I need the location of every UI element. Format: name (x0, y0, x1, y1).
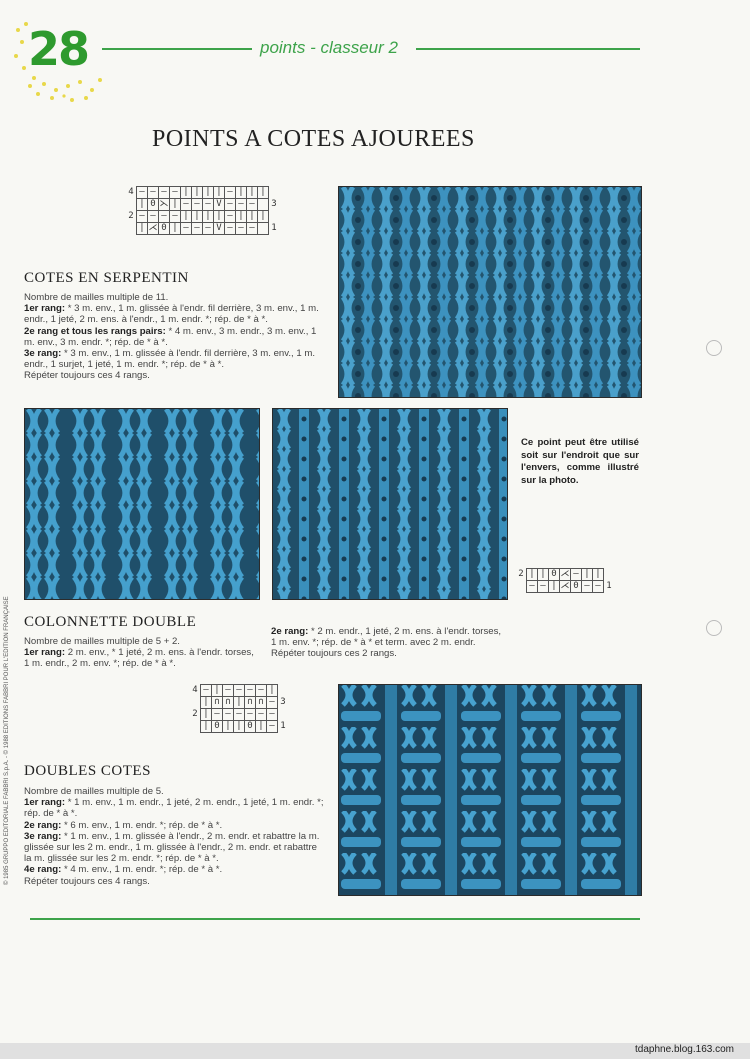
series-title: points - classeur 2 (260, 38, 398, 57)
chart-row-number (278, 685, 289, 697)
chart-cell: | (234, 697, 245, 709)
chart-cell: | (137, 199, 148, 211)
serpentin-title: COTES EN SERPENTIN (24, 270, 189, 286)
chart-cell: – (223, 685, 234, 697)
colonnette-chart-grid (516, 568, 614, 593)
serpentin-instructions (24, 292, 324, 382)
chart-cell: – (181, 199, 192, 211)
chart-row-number: 4 (192, 685, 198, 695)
chart-cell: | (247, 211, 258, 223)
chart-row-number: 3 (280, 697, 286, 707)
chart-cell: – (571, 569, 582, 581)
chart-cell: 0 (159, 223, 170, 235)
chart-cell: | (192, 211, 203, 223)
chart-cell: – (212, 709, 223, 721)
colonnette-row-1: 1er rang: 2 m. env., * 1 jeté, 2 m. ens. à l'endr. torses, 1 m. endr., 2 m. env. *; rép. de * à *. (24, 647, 254, 670)
chart-cell: – (538, 581, 549, 593)
stitch-chart-table (126, 186, 279, 235)
chart-cell: V (214, 199, 225, 211)
chart-row (190, 697, 288, 709)
chart-cell: | (247, 187, 258, 199)
chart-row (190, 709, 288, 721)
swatch-note: Ce point peut être utilisé soit sur l'endroit que sur l'envers, comme illustré sur la photo. (521, 437, 639, 486)
chart-row-number (269, 211, 280, 223)
chart-cell: ⋌ (560, 569, 570, 579)
colonnette-multiple: Nombre de mailles multiple de 5 + 2. (24, 636, 180, 647)
chart-row (516, 569, 614, 581)
colonnette-swatch-left-photo (24, 408, 260, 600)
chart-row (126, 223, 279, 235)
chart-cell: | (170, 199, 181, 211)
chart-cell: – (267, 709, 278, 721)
knit-texture-icon (273, 409, 507, 599)
chart-row (190, 721, 288, 733)
doubles-repeat: Répéter toujours ces 4 rangs. (24, 875, 150, 887)
chart-cell: – (225, 199, 236, 211)
doubles-chart-grid (190, 684, 288, 733)
colonnette-chart (516, 568, 614, 593)
stitch-chart-table (516, 568, 614, 593)
chart-cell: – (181, 223, 192, 235)
chart-cell: ∩ (256, 697, 267, 709)
chart-row-number (516, 581, 527, 593)
chart-cell: | (234, 721, 245, 733)
chart-cell: – (582, 581, 593, 593)
chart-cell: – (159, 187, 170, 199)
colonnette-instructions-right (271, 626, 505, 660)
chart-cell: – (223, 709, 234, 721)
chart-cell: 0 (549, 569, 560, 581)
chart-row-number: 3 (271, 199, 277, 209)
chart-row-number (190, 697, 201, 709)
chart-cell: | (170, 223, 181, 235)
chart-cell: | (192, 187, 203, 199)
knit-texture-icon (339, 685, 641, 895)
chart-cell: 0 (571, 581, 582, 593)
chart-cell: – (159, 211, 170, 223)
chart-cell: – (225, 223, 236, 235)
chart-cell: | (267, 685, 278, 697)
chart-cell: | (223, 721, 234, 733)
doubles-row-3: 3e rang: * 1 m. env., 1 m. glissée à l'endr., 2 m. endr. et rabattre la m. glissée sur les 2 m. endr., 1 m. glissée à l'endr., 2 m. endr. et rabattre la m. glissée sur les 2 m. endr. *; rép. de * à *. (24, 830, 320, 865)
colonnette-row-2: 2e rang: * 2 m. endr., 1 jeté, 2 m. ens. à l'endr. torses, 1 m. env. *; rép. de * à * et term. avec 2 m. endr. (271, 626, 502, 649)
chart-row-number: 2 (518, 569, 524, 579)
chart-row-number: 1 (280, 721, 286, 731)
doubles-row-1: 1er rang: * 1 m. env., 1 m. endr., 1 jeté, 2 m. endr., 1 jeté, 1 m. endr. *; rép. de * à *. (24, 797, 324, 820)
chart-row-number (126, 223, 137, 235)
chart-cell: ∩ (223, 697, 234, 709)
chart-cell: – (137, 187, 148, 199)
chart-row-number: 1 (606, 581, 612, 591)
chart-cell: | (181, 187, 192, 199)
knit-texture-icon (25, 409, 259, 599)
page-number: 28 (28, 22, 89, 76)
chart-cell: | (203, 211, 214, 223)
colonnette-title: COLONNETTE DOUBLE (24, 614, 197, 630)
chart-cell: 0 (212, 721, 223, 733)
chart-cell: | (201, 709, 212, 721)
chart-row-number (190, 721, 201, 733)
chart-cell: – (267, 697, 278, 709)
serpentin-row-1: 1er rang: * 3 m. env., 1 m. glissée à l'endr. fil derrière, 3 m. env., 1 m. endr., 1 jeté, 2 m. ens. à l'endr., 1 m. endr. *; rép. de * à *. (24, 303, 319, 326)
chart-row-number (604, 569, 615, 581)
chart-cell: – (148, 211, 159, 223)
doubles-multiple: Nombre de mailles multiple de 5. (24, 786, 164, 797)
chart-row (126, 199, 279, 211)
chart-cell: | (214, 187, 225, 199)
chart-cell: – (245, 709, 256, 721)
colonnette-repeat: Répéter toujours ces 2 rangs. (271, 648, 397, 660)
chart-cell: | (201, 721, 212, 733)
chart-row-number (269, 187, 280, 199)
chart-row (126, 211, 279, 223)
chart-cell (258, 223, 269, 235)
chart-cell: – (247, 199, 258, 211)
stitch-chart-table (190, 684, 288, 733)
chart-cell: ⋋ (159, 199, 169, 209)
chart-cell: – (203, 199, 214, 211)
doubles-chart (190, 684, 288, 733)
binder-hole-bottom (706, 620, 722, 636)
chart-cell: ∩ (212, 697, 223, 709)
chart-cell: – (225, 211, 236, 223)
chart-cell: – (192, 223, 203, 235)
chart-cell: | (593, 569, 604, 581)
chart-row-number: 2 (128, 211, 134, 221)
chart-cell: | (256, 721, 267, 733)
chart-cell: | (582, 569, 593, 581)
chart-cell: | (212, 685, 223, 697)
footer-rule (30, 918, 640, 920)
chart-cell: ⋌ (560, 581, 570, 591)
chart-row (190, 685, 288, 697)
chart-cell: – (192, 199, 203, 211)
chart-cell: ∩ (245, 697, 256, 709)
knit-texture-icon (339, 187, 641, 397)
chart-row-number (126, 199, 137, 211)
chart-cell: | (214, 211, 225, 223)
colonnette-instructions-left (24, 636, 256, 670)
chart-cell: | (258, 211, 269, 223)
chart-cell: – (148, 187, 159, 199)
chart-row-number (278, 709, 289, 721)
chart-cell: – (256, 709, 267, 721)
chart-cell: | (181, 211, 192, 223)
chart-cell: – (267, 721, 278, 733)
binder-hole-top (706, 340, 722, 356)
chart-row-number: 4 (128, 187, 134, 197)
serpentin-multiple: Nombre de mailles multiple de 11. (24, 292, 169, 303)
chart-cell: – (236, 223, 247, 235)
chart-cell: 0 (245, 721, 256, 733)
serpentin-swatch-photo (338, 186, 642, 398)
chart-cell: | (236, 211, 247, 223)
colonnette-swatch-right-photo (272, 408, 508, 600)
chart-cell: – (137, 211, 148, 223)
page-title: POINTS A COTES AJOUREES (152, 126, 475, 152)
doubles-title: DOUBLES COTES (24, 763, 151, 779)
chart-cell: V (214, 223, 225, 235)
chart-cell: | (201, 697, 212, 709)
chart-row (126, 187, 279, 199)
chart-row (516, 581, 614, 593)
chart-cell: – (201, 685, 212, 697)
chart-cell: | (236, 187, 247, 199)
serpentin-repeat: Répéter toujours ces 4 rangs. (24, 370, 150, 382)
footer-watermark: tdaphne.blog.163.com (635, 1044, 734, 1055)
chart-cell: | (258, 187, 269, 199)
doubles-row-4: 4e rang: * 4 m. env., 1 m. endr. *; rép. de * à *. (24, 864, 223, 876)
chart-cell (258, 199, 269, 211)
chart-cell: – (170, 187, 181, 199)
chart-cell: – (234, 709, 245, 721)
header-rule-right (416, 48, 640, 50)
serpentin-row-2: 2e rang et tous les rangs pairs: * 4 m. env., 3 m. endr., 3 m. env., 1 m. env., 3 m. endr. *; rép. de * à *. (24, 325, 317, 348)
chart-cell: – (593, 581, 604, 593)
doubles-instructions (24, 786, 324, 887)
chart-cell: | (137, 223, 148, 235)
chart-cell: – (225, 187, 236, 199)
chart-cell: – (234, 685, 245, 697)
serpentin-row-3: 3e rang: * 3 m. env., 1 m. glissée à l'endr. fil derrière, 3 m. env., 1 m. endr., 1 surjet, 1 jeté, 1 m. endr. *; rép. de * à *. (24, 348, 316, 371)
chart-cell: 0 (148, 199, 159, 211)
chart-cell: | (203, 187, 214, 199)
chart-cell: – (236, 199, 247, 211)
serpentin-chart-grid (126, 186, 279, 235)
chart-cell: | (549, 581, 560, 593)
chart-cell: – (256, 685, 267, 697)
chart-cell: | (527, 569, 538, 581)
copyright-notice: © 1985 GRUPPO EDITORIALE FABBRI S.p.A. - © 1988 EDITIONS FABBRI POUR L'EDITION FRANÇAISE (4, 596, 10, 885)
chart-cell: – (247, 223, 258, 235)
chart-cell: | (538, 569, 549, 581)
chart-cell: – (203, 223, 214, 235)
chart-row-number: 1 (271, 223, 277, 233)
chart-cell: ⋌ (148, 223, 158, 233)
serpentin-chart (126, 186, 279, 235)
doubles-row-2: 2e rang: * 6 m. env., 1 m. endr. *; rép. de * à *. (24, 819, 223, 831)
chart-cell: – (245, 685, 256, 697)
chart-row-number: 2 (192, 709, 198, 719)
header-rule-left (102, 48, 252, 50)
doubles-swatch-photo (338, 684, 642, 896)
chart-cell: – (527, 581, 538, 593)
chart-cell: – (170, 211, 181, 223)
